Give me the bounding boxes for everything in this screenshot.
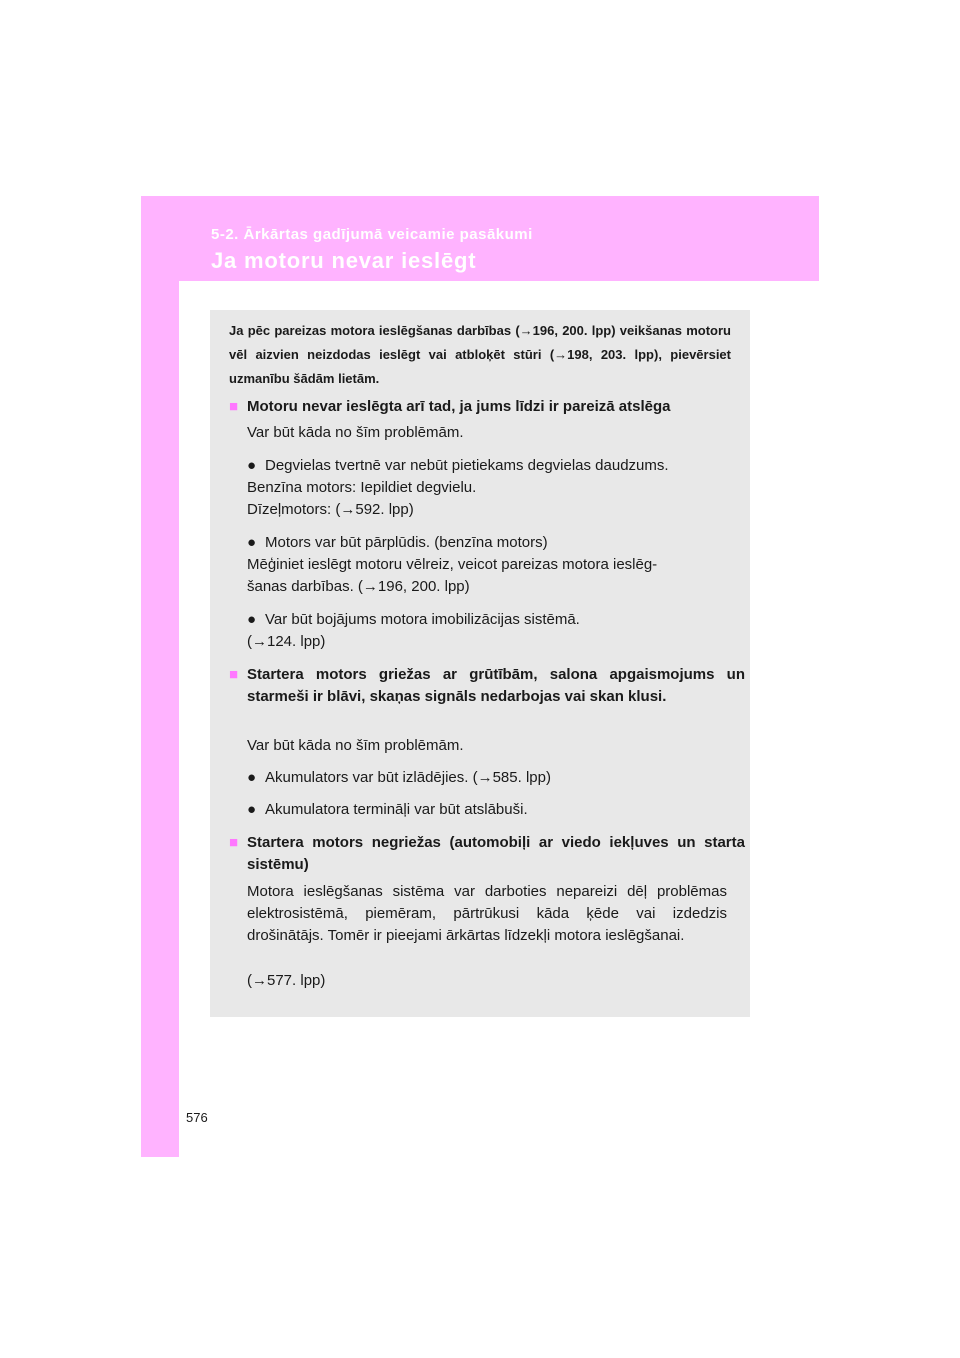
square-bullet-icon: ■	[229, 398, 239, 415]
section-heading-3: ■ Startera motors negriežas (automobiļi ar viedo iekļuves un starta sistēmu)	[229, 834, 745, 873]
section-label: 5-2. Ārkārtas gadījumā veicamie pasākumi	[211, 226, 533, 243]
list-item: ● Akumulatora termināļi var būt atslābuši.	[247, 799, 745, 821]
left-margin-strip	[141, 196, 179, 1157]
square-bullet-icon: ■	[229, 834, 239, 851]
page-title: Ja motoru nevar ieslēgt	[211, 248, 477, 273]
dot-bullet-icon: ●	[247, 801, 257, 818]
list-item: ● Degvielas tvertnē var nebūt pietiekams degvielas daudzums. Benzīna motors: Iepildiet degvielu. Dīzeļmotors: (→592. lpp)	[247, 457, 669, 518]
list-item: ● Var būt bojājums motora imobilizācijas sistēmā. (→124. lpp)	[247, 611, 580, 650]
dot-bullet-icon: ●	[247, 457, 257, 474]
section-heading-1: ■ Motoru nevar ieslēgta arī tad, ja jums līdzi ir pareizā atslēga	[229, 396, 745, 418]
dot-bullet-icon: ●	[247, 534, 257, 551]
page-reference: (→577. lpp)	[247, 972, 326, 989]
section-body-3: Motora ieslēgšanas sistēma var darboties nepareizi dēļ problēmas elektrosistēmā, piemēram, pārtrūkusi kāda ķēde vai izdedzis drošinātājs. Tomēr ir pieejami ārkārtas līdzekļi motora ieslēgšanai.	[247, 883, 727, 944]
intro-text: Ja pēc pareizas motora ieslēgšanas darbības (→196, 200. lpp) veikšanas motoru vēl aizvien neizdodas ieslēgt vai atbloķēt stūri (→198, 203. lpp), pievērsiet uzmanību šādām lietām.	[229, 323, 731, 386]
section-heading-2: ■ Startera motors griežas ar grūtībām, salona apgaismojums un starmeši ir blāvi, skaņas signāls nedarbojas vai skan klusi.	[229, 666, 745, 705]
list-item: ● Akumulators var būt izlādējies. (→585. lpp)	[247, 767, 745, 789]
square-bullet-icon: ■	[229, 666, 239, 683]
section-lead-2: Var būt kāda no šīm problēmām.	[247, 737, 464, 754]
dot-bullet-icon: ●	[247, 611, 257, 628]
page-number: 576	[186, 1110, 208, 1125]
list-item: ● Motors var būt pārplūdis. (benzīna motors) Mēģiniet ieslēgt motoru vēlreiz, veicot pareizas motora ieslēg- šanas darbības. (→196, 200. lpp)	[247, 534, 658, 595]
dot-bullet-icon: ●	[247, 769, 257, 786]
section-lead-1: Var būt kāda no šīm problēmām.	[247, 424, 464, 441]
